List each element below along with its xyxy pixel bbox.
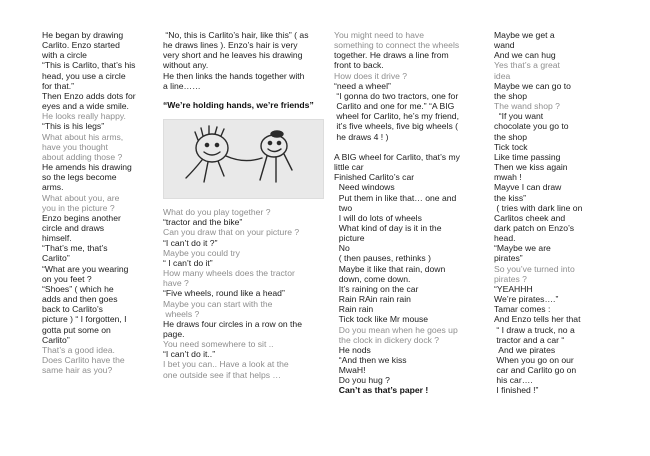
adult-prompt-line: How many wheels does the tractor [163, 268, 295, 279]
narrative-line: so the legs become [42, 172, 117, 183]
narrative-line: page. [163, 328, 185, 339]
adult-prompt-line: have ? [163, 278, 189, 289]
narrative-line: Enzo begins another [42, 212, 121, 223]
carlito-eye [205, 143, 208, 146]
narrative-line: wand [494, 40, 515, 51]
column-2 [163, 30, 324, 380]
narrative-line: Rain rain [334, 304, 374, 315]
child-drawing-photo [163, 119, 324, 199]
adult-prompt-line: about adding those ? [42, 151, 123, 162]
narrative-line: ( then pauses, rethinks ) [334, 253, 431, 264]
adult-prompt-line: you in the picture ? [42, 202, 115, 213]
narrative-line: Tick tock like Mr mouse [334, 314, 429, 325]
enzo-eye [277, 141, 280, 144]
narrative-line: Put them in like that… one and [334, 192, 457, 203]
narrative-line: together. He draws a line from [334, 50, 449, 61]
narrative-line: circle and draws [42, 222, 105, 233]
adult-prompt-line: Does Carlito have the [42, 355, 125, 365]
narrative-line: picture ) “ I forgotten, I [42, 314, 127, 325]
narrative-line: little car [334, 162, 364, 173]
narrative-line: front to back. [334, 60, 384, 71]
narrative-line: He draws four circles in a row on the [163, 318, 302, 329]
column-2-bottom-text [163, 207, 324, 380]
adult-prompt-line: How does it drive ? [334, 70, 408, 81]
narrative-line: He amends his drawing [42, 162, 132, 173]
narrative-line: the kiss” [494, 192, 526, 203]
adult-prompt-line: pirates ? [494, 273, 527, 284]
narrative-line: And we pirates [494, 344, 556, 355]
narrative-line: “I can’t do it ?” [163, 237, 218, 248]
narrative-line: And we can hug [494, 50, 556, 61]
adult-prompt-line: The wand shop ? [494, 101, 560, 112]
adult-prompt-line: What do you play together ? [163, 207, 271, 218]
narrative-line: Carlito. Enzo started [42, 40, 120, 51]
narrative-line: he draws 4 ! ) [334, 131, 389, 142]
adult-prompt-line: So you’ve turned into [494, 263, 575, 274]
adult-prompt-line: wheels ? [163, 308, 200, 319]
narrative-line: “Maybe we are [494, 243, 551, 254]
narrative-line: with a circle [42, 50, 87, 61]
adult-prompt-line: That’s a good idea. [42, 344, 115, 355]
narrative-line: And Enzo tells her that [494, 314, 581, 325]
narrative-line: Maybe we get a [494, 30, 555, 40]
adult-prompt-line: the clock in dickery dock ? [334, 334, 440, 345]
narrative-line: head. [494, 233, 516, 244]
emphasis-line: Can’t as that’s paper ! [334, 385, 429, 396]
adult-prompt-line: What about his arms, [42, 131, 124, 142]
adult-prompt-line: Do you mean when he goes up [334, 324, 458, 335]
narrative-line: What kind of day is it in the [334, 222, 442, 233]
adult-prompt-line: You need somewhere to sit .. [163, 339, 274, 350]
narrative-line: a line…… [163, 80, 201, 91]
narrative-line: “This is Carlito, that’s his [42, 60, 136, 71]
narrative-line: “That’s me, that’s [42, 243, 108, 254]
narrative-line: “I gonna do two tractors, one for [334, 90, 459, 101]
narrative-line: the shop [494, 90, 527, 101]
narrative-line: Tick tock [494, 141, 528, 152]
narrative-line: Carlito and one for me.” “A BIG [334, 101, 455, 112]
narrative-line: Maybe we can go to [494, 80, 571, 91]
adult-prompt-line: Maybe you could try [163, 247, 240, 258]
narrative-line: He then links the hands together with [163, 70, 305, 81]
narrative-line: gotta put some on [42, 324, 111, 335]
column-1 [42, 30, 157, 375]
narrative-line: A BIG wheel for Carlito, that’s my [334, 151, 460, 162]
narrative-line: Then Enzo adds dots for [42, 90, 136, 101]
narrative-line: It’s raining on the car [334, 283, 419, 294]
narrative-line: “What are you wearing [42, 263, 129, 274]
narrative-line: “Shoes” ( which he [42, 283, 114, 294]
column-2-top-text [163, 30, 324, 91]
kiss-patch [271, 131, 283, 137]
narrative-line: Tamar comes : [494, 304, 551, 315]
narrative-line: his car…. [494, 375, 533, 386]
narrative-line: I finished !” [494, 385, 539, 396]
narrative-line: Like time passing [494, 151, 561, 162]
narrative-line: “If you want [494, 111, 544, 122]
narrative-line: “YEAHHH [494, 283, 533, 294]
narrative-line: No [334, 243, 350, 254]
adult-prompt-line: You might need to have [334, 30, 424, 40]
narrative-line: on you feet ? [42, 273, 92, 284]
narrative-line: he draws lines ). Enzo’s hair is very [163, 40, 298, 51]
narrative-line: When you go on our [494, 355, 574, 365]
narrative-line: “ I can’t do it” [163, 257, 213, 268]
narrative-line: down, come down. [334, 273, 411, 284]
narrative-line: head, you use a circle [42, 70, 126, 81]
narrative-line: Carlito” [42, 334, 70, 345]
narrative-line: He began by drawing [42, 30, 124, 40]
narrative-line: dark patch on Enzo’s [494, 222, 575, 233]
paper-background [164, 120, 323, 198]
narrative-line: two [334, 202, 353, 213]
narrative-line: We’re pirates….” [494, 294, 559, 305]
column-3 [334, 30, 484, 396]
narrative-line: Do you hug ? [334, 375, 390, 386]
narrative-line: He nods [334, 344, 371, 355]
narrative-line: ( tries with dark line on [494, 202, 583, 213]
narrative-line: Carlito” [42, 253, 70, 264]
narrative-line: “tractor and the bike” [163, 217, 243, 228]
adult-prompt-line: idea [494, 70, 511, 81]
adult-prompt-line: Can you draw that on your picture ? [163, 227, 300, 238]
narrative-line: “No, this is Carlito’s hair, like this” ( as [163, 30, 309, 40]
narrative-line [334, 142, 484, 152]
column-4 [494, 30, 622, 396]
narrative-line: back to Carlito’s [42, 304, 103, 315]
narrative-line: without any. [163, 60, 209, 71]
adult-prompt-line: Maybe you can start with the [163, 298, 273, 309]
narrative-line: Maybe it like that rain, down [334, 263, 446, 274]
narrative-line: Finished Carlito’s car [334, 172, 415, 183]
narrative-line: chocolate you go to [494, 121, 569, 132]
narrative-line: Carlitos cheek and [494, 212, 566, 223]
narrative-line: adds and then goes [42, 294, 118, 305]
adult-prompt-line: What about you, are [42, 192, 120, 203]
narrative-line: arms. [42, 182, 64, 193]
enzo-eye [268, 141, 271, 144]
narrative-line: “ I draw a truck, no a [494, 324, 575, 335]
narrative-line: wheel for Carlito, he’s my friend, [334, 111, 459, 122]
narrative-line: eyes and a wide smile. [42, 101, 129, 112]
narrative-line: “This is his legs” [42, 121, 105, 132]
narrative-line: Then we kiss again [494, 162, 568, 173]
narrative-line: “Five wheels, round like a head” [163, 288, 285, 299]
narrative-line: the shop [494, 131, 527, 142]
friends-quote: “We’re holding hands, we’re friends” [163, 99, 314, 110]
adult-prompt-line: one outside see if that helps … [163, 369, 282, 380]
carlito-eye [215, 143, 218, 146]
narrative-line: himself. [42, 233, 72, 244]
narrative-line: MwaH! [334, 365, 366, 376]
narrative-line: picture [334, 233, 365, 244]
narrative-line: Need windows [334, 182, 395, 193]
narrative-line: tractor and a car “ [494, 334, 565, 345]
adult-prompt-line: Yes that’s a great [494, 60, 560, 71]
narrative-line: mwah ! [494, 172, 522, 183]
adult-prompt-line: something to connect the wheels [334, 40, 460, 51]
adult-prompt-line: have you thought [42, 141, 108, 152]
narrative-line: Rain RAin rain rain [334, 294, 411, 305]
narrative-line: Mayve I can draw [494, 182, 562, 193]
narrative-line: very short and he leaves his drawing [163, 50, 303, 61]
narrative-line: “And then we kiss [334, 355, 407, 365]
narrative-line: I will do lots of wheels [334, 212, 422, 223]
narrative-line: car and Carlito go on [494, 365, 577, 376]
narrative-line: pirates” [494, 253, 523, 264]
adult-prompt-line: same hair as you? [42, 365, 113, 376]
adult-prompt-line: He looks really happy. [42, 111, 126, 122]
narrative-line: it’s five wheels, five big wheels ( [334, 121, 459, 132]
narrative-line: “need a wheel” [334, 80, 391, 91]
child-drawing-sketch [164, 120, 323, 198]
narrative-line: for that.” [42, 80, 74, 91]
adult-prompt-line: I bet you can.. Have a look at the [163, 359, 289, 370]
narrative-line: “I can’t do it..” [163, 349, 216, 360]
